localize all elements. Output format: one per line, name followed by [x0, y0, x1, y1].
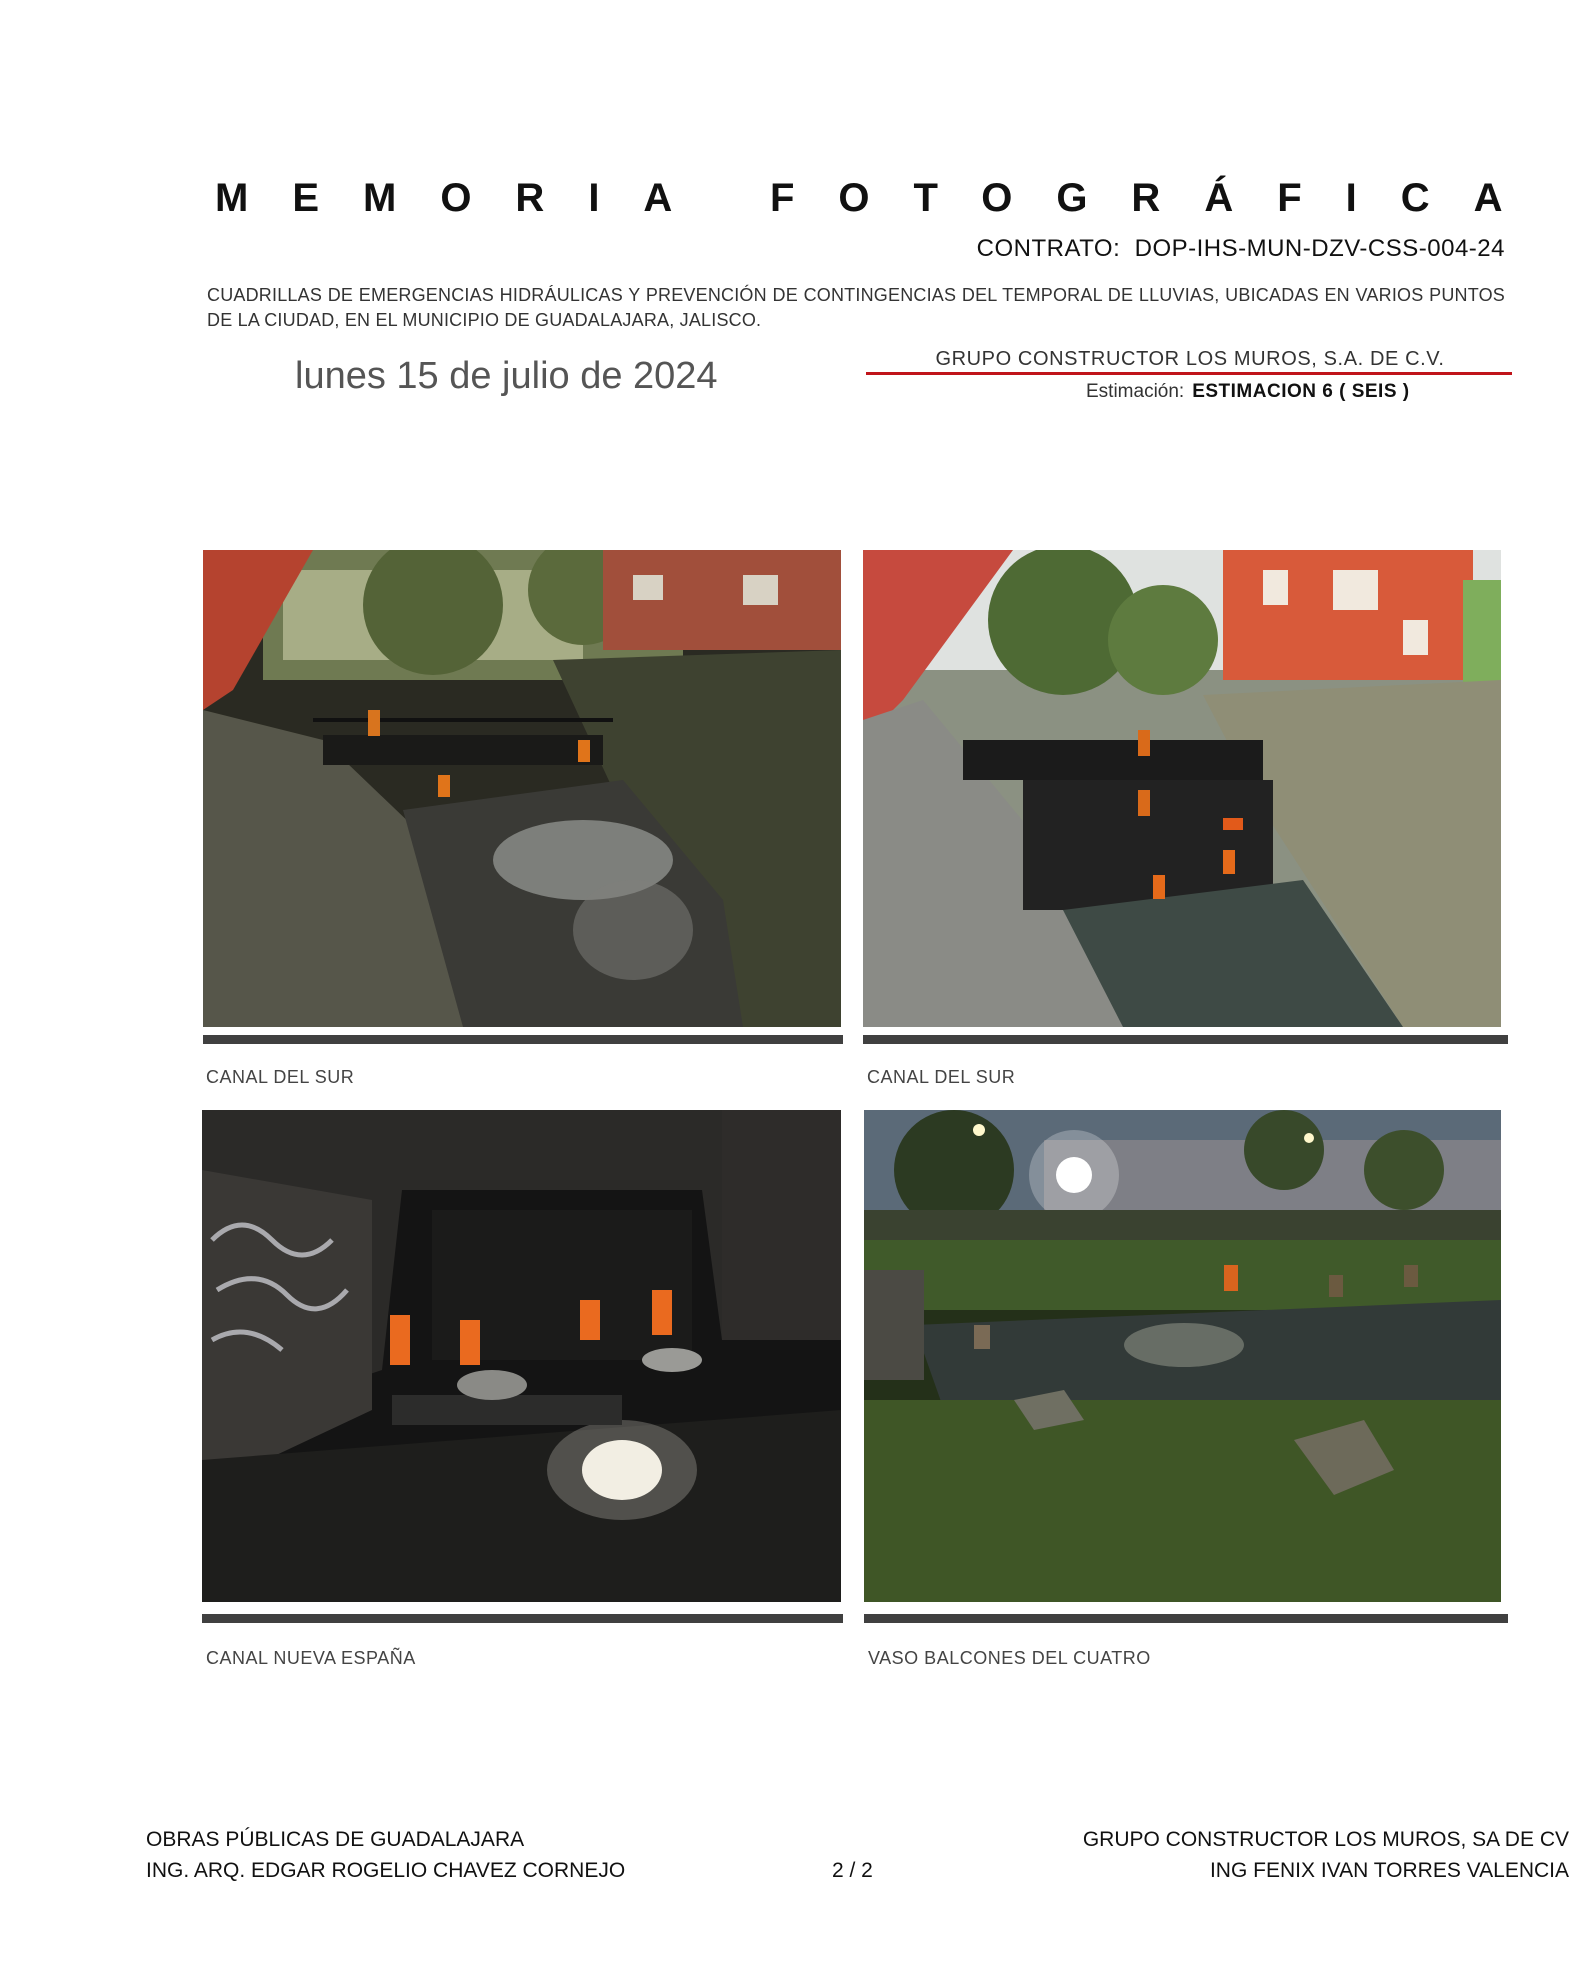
- photo-canal-nueva-espana: [202, 1110, 841, 1602]
- photo-vaso-balcones-del-cuatro: [864, 1110, 1501, 1602]
- footer-left: [146, 1824, 625, 1886]
- contractor-name: GRUPO CONSTRUCTOR LOS MUROS, S.A. DE C.V.: [935, 348, 1445, 370]
- contract-number: DOP-IHS-MUN-DZV-CSS-004-24: [1134, 235, 1505, 262]
- footer-right: [1083, 1824, 1569, 1886]
- report-date: lunes 15 de julio de 2024: [295, 355, 718, 397]
- footer-left-org: OBRAS PÚBLICAS DE GUADALAJARA: [146, 1828, 525, 1851]
- footer-right-signer: ING FENIX IVAN TORRES VALENCIA: [1209, 1859, 1569, 1882]
- photo-canal-del-sur-2: [863, 550, 1501, 1027]
- photo-divider-bar: [863, 1035, 1508, 1044]
- photo-caption: CANAL DEL SUR: [206, 1067, 355, 1087]
- photo-canal-del-sur-1: [203, 550, 841, 1027]
- contract-label: CONTRATO:: [976, 235, 1121, 262]
- page-number: 2 / 2: [832, 1859, 873, 1882]
- contract-line: [977, 235, 1505, 263]
- photo-caption: CANAL NUEVA ESPAÑA: [206, 1648, 416, 1668]
- photo-divider-bar: [202, 1614, 843, 1623]
- photo-caption: CANAL DEL SUR: [867, 1067, 1016, 1087]
- document-title: MEMORIA FOTOGRÁFICA: [215, 176, 1547, 220]
- estimation-value: ESTIMACION 6 ( SEIS ): [1192, 381, 1410, 402]
- estimation-line: [1086, 381, 1410, 403]
- header-divider: [866, 372, 1512, 375]
- estimation-label: Estimación:: [1086, 381, 1185, 402]
- photo-divider-bar: [203, 1035, 843, 1044]
- footer-right-org: GRUPO CONSTRUCTOR LOS MUROS, SA DE CV: [1082, 1828, 1569, 1851]
- footer-left-signer: ING. ARQ. EDGAR ROGELIO CHAVEZ CORNEJO: [146, 1859, 626, 1882]
- project-description: CUADRILLAS DE EMERGENCIAS HIDRÁULICAS Y PREVENCIÓN DE CONTINGENCIAS DEL TEMPORAL DE LLUVIAS, UBICADAS EN VARIOS PUNTOS DE LA CIUDAD, EN EL MUNICIPIO DE GUADALAJARA, JALISCO.: [207, 285, 1505, 330]
- photo-caption: VASO BALCONES DEL CUATRO: [868, 1648, 1151, 1668]
- photo-divider-bar: [864, 1614, 1508, 1623]
